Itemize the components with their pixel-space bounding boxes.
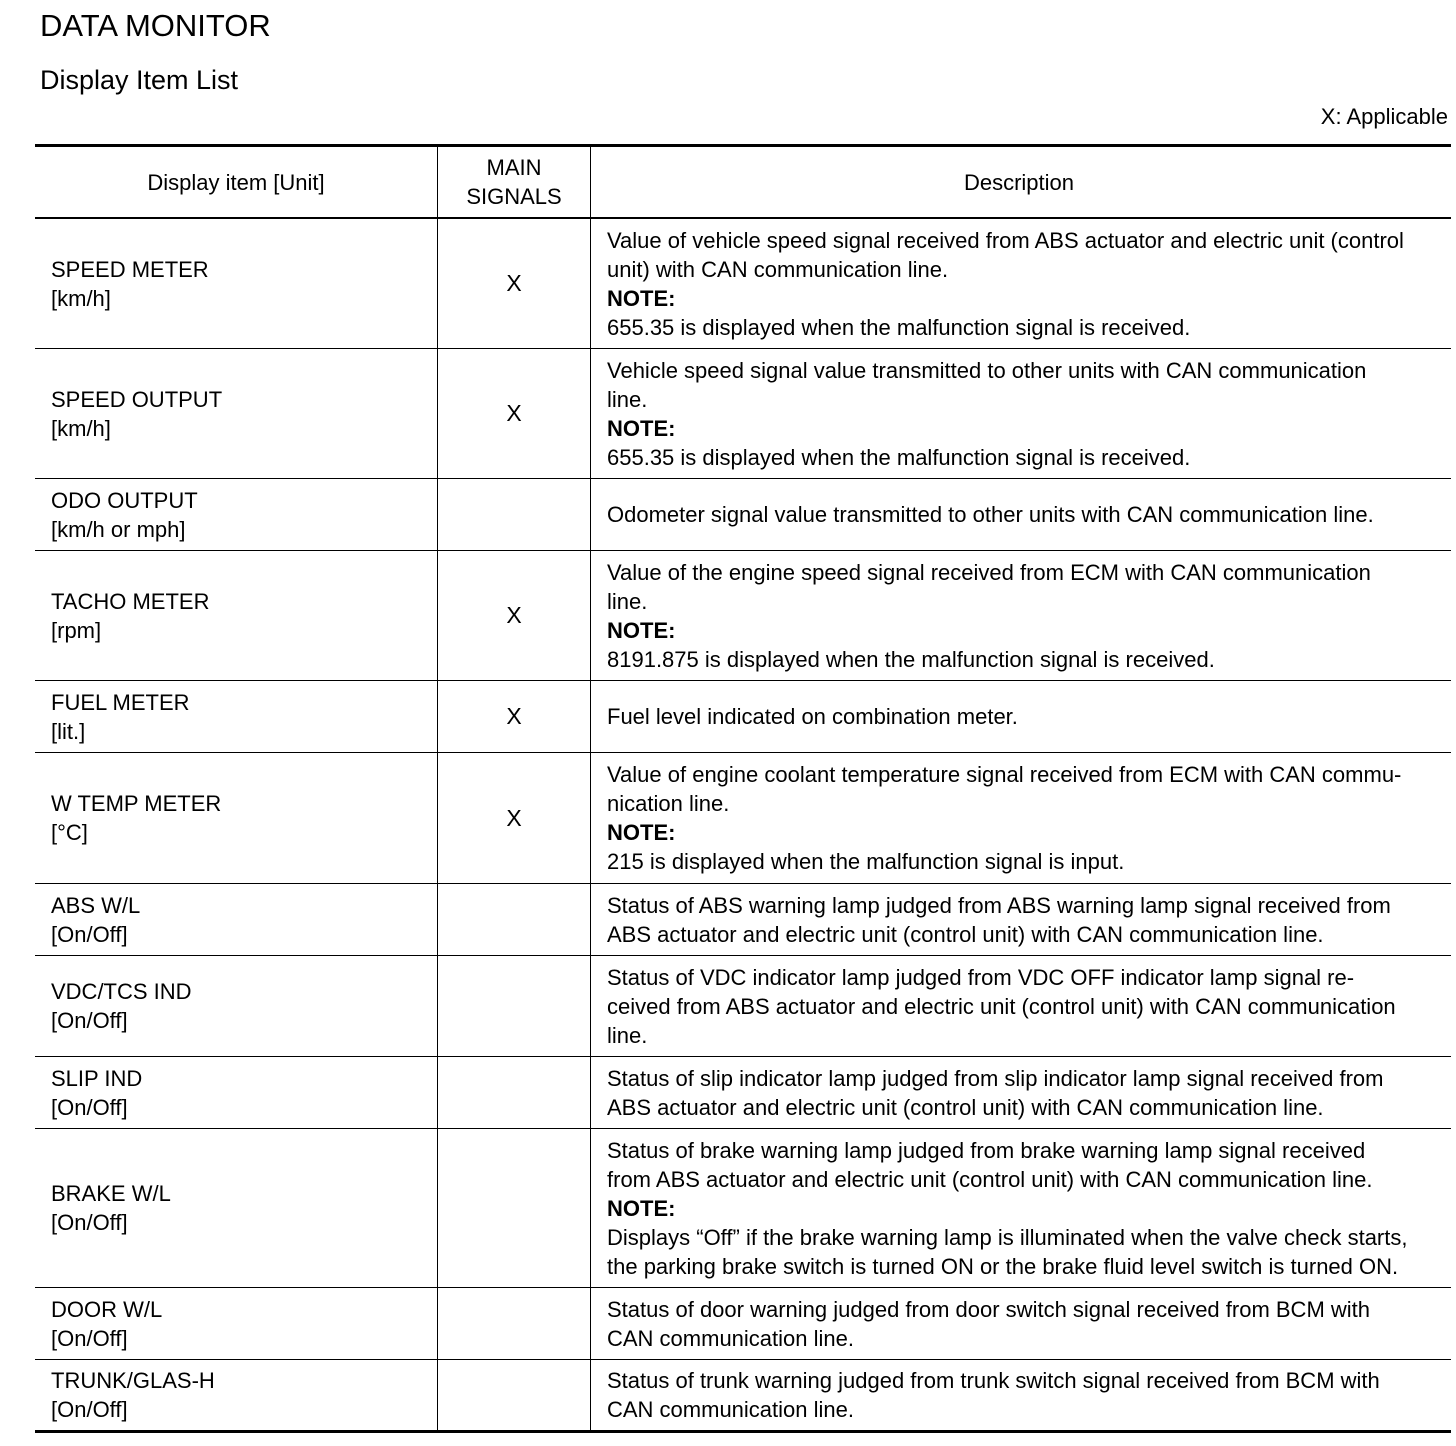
display-item-unit: [On/Off] bbox=[51, 1094, 128, 1120]
description-line: Odometer signal value transmitted to other units with CAN communication line. bbox=[607, 502, 1374, 527]
display-item-name: BRAKE W/L bbox=[51, 1181, 171, 1206]
description-cell bbox=[591, 884, 1451, 955]
description-cell bbox=[591, 681, 1451, 752]
table-row bbox=[35, 479, 1451, 551]
main-signal-cell bbox=[438, 1360, 591, 1430]
main-signal-cell bbox=[438, 1288, 591, 1359]
note-label: NOTE: bbox=[607, 820, 676, 845]
main-signal-cell bbox=[438, 1057, 591, 1128]
description-line: Status of trunk warning judged from trunk switch signal received from BCM with bbox=[607, 1368, 1380, 1393]
header-main-signals bbox=[438, 147, 591, 217]
table-row bbox=[35, 1129, 1451, 1288]
description-cell bbox=[591, 219, 1451, 348]
table-row bbox=[35, 753, 1451, 884]
legend-note: X: Applicable bbox=[1320, 104, 1448, 129]
table-row bbox=[35, 956, 1451, 1057]
note-text: the parking brake switch is turned ON or the brake fluid level switch is turned ON. bbox=[607, 1253, 1399, 1279]
page-title: DATA MONITOR bbox=[40, 8, 271, 43]
table-row bbox=[35, 1360, 1451, 1430]
note-text: 8191.875 is displayed when the malfunction signal is received. bbox=[607, 646, 1215, 672]
description-line: CAN communication line. bbox=[607, 1325, 854, 1351]
main-signal-cell: X bbox=[438, 753, 591, 883]
description-line: ceived from ABS actuator and electric unit (control unit) with CAN communication bbox=[607, 993, 1396, 1019]
main-signal-cell bbox=[438, 956, 591, 1056]
display-item-unit: [km/h] bbox=[51, 415, 111, 441]
header-description: Description bbox=[963, 169, 1075, 195]
display-item-unit: [km/h or mph] bbox=[51, 516, 186, 542]
display-item-name: ODO OUTPUT bbox=[51, 487, 198, 513]
table-header bbox=[35, 147, 1451, 219]
description-line: line. bbox=[607, 386, 648, 412]
table-row bbox=[35, 884, 1451, 956]
description-line: line. bbox=[607, 1022, 648, 1048]
main-signal-cell: X bbox=[438, 219, 591, 348]
display-item-cell bbox=[35, 551, 438, 680]
description-line: ABS actuator and electric unit (control unit) with CAN communication line. bbox=[607, 1094, 1324, 1120]
table-row bbox=[35, 681, 1451, 753]
table-row bbox=[35, 349, 1451, 479]
display-item-cell bbox=[35, 1129, 438, 1287]
display-item-name: FUEL METER bbox=[51, 689, 190, 715]
description-cell bbox=[591, 349, 1451, 478]
description-line: nication line. bbox=[607, 791, 730, 816]
description-cell bbox=[591, 956, 1451, 1056]
display-item-cell bbox=[35, 219, 438, 348]
display-item-cell bbox=[35, 884, 438, 955]
table-row bbox=[35, 1288, 1451, 1360]
main-signal-cell: X bbox=[438, 551, 591, 680]
table-row bbox=[35, 1057, 1451, 1129]
note-label: NOTE: bbox=[607, 1195, 676, 1221]
description-cell bbox=[591, 551, 1451, 680]
display-item-name: DOOR W/L bbox=[51, 1296, 163, 1322]
display-item-cell bbox=[35, 956, 438, 1056]
header-display-item: Display item [Unit] bbox=[35, 147, 438, 217]
main-signal-cell: X bbox=[438, 349, 591, 478]
description-line: Status of VDC indicator lamp judged from VDC OFF indicator lamp signal re- bbox=[607, 964, 1355, 990]
description-cell bbox=[591, 1057, 1451, 1128]
display-item-name: ABS W/L bbox=[51, 892, 141, 918]
table-row bbox=[35, 219, 1451, 349]
note-text: 215 is displayed when the malfunction signal is input. bbox=[607, 849, 1125, 874]
display-item-unit: [rpm] bbox=[51, 617, 102, 643]
main-signal-cell bbox=[438, 479, 591, 550]
note-label: NOTE: bbox=[607, 285, 676, 311]
display-item-unit: [lit.] bbox=[51, 718, 86, 744]
main-signal-cell bbox=[438, 884, 591, 955]
note-label: NOTE: bbox=[607, 415, 676, 441]
description-line: ABS actuator and electric unit (control unit) with CAN communication line. bbox=[607, 921, 1324, 947]
description-line: Status of ABS warning lamp judged from ABS warning lamp signal received from bbox=[607, 892, 1391, 918]
description-line: Vehicle speed signal value transmitted to other units with CAN communication bbox=[607, 357, 1367, 383]
description-cell bbox=[591, 1360, 1451, 1430]
note-label: NOTE: bbox=[607, 617, 676, 643]
description-cell bbox=[591, 479, 1451, 550]
note-text: 655.35 is displayed when the malfunction signal is received. bbox=[607, 444, 1191, 470]
display-item-unit: [On/Off] bbox=[51, 1397, 128, 1422]
description-line: unit) with CAN communication line. bbox=[607, 256, 949, 282]
description-line: CAN communication line. bbox=[607, 1397, 854, 1422]
display-item-cell bbox=[35, 753, 438, 883]
main-signal-cell bbox=[438, 1129, 591, 1287]
description-line: from ABS actuator and electric unit (control unit) with CAN communication line. bbox=[607, 1166, 1373, 1192]
display-item-name: SLIP IND bbox=[51, 1065, 143, 1091]
display-item-name: TRUNK/GLAS-H bbox=[51, 1368, 215, 1393]
description-line: Status of door warning judged from door switch signal received from BCM with bbox=[607, 1296, 1371, 1322]
header-main-line1: MAIN bbox=[486, 155, 542, 180]
display-item-table bbox=[35, 144, 1451, 1433]
display-item-cell bbox=[35, 1057, 438, 1128]
note-text: Displays “Off” if the brake warning lamp is illuminated when the valve check starts, bbox=[607, 1224, 1408, 1250]
display-item-cell bbox=[35, 479, 438, 550]
display-item-cell bbox=[35, 1288, 438, 1359]
note-text: 655.35 is displayed when the malfunction signal is received. bbox=[607, 314, 1191, 340]
description-line: Status of brake warning lamp judged from brake warning lamp signal received bbox=[607, 1137, 1366, 1163]
display-item-name: W TEMP METER bbox=[51, 791, 222, 816]
table-body bbox=[35, 219, 1451, 1430]
display-item-cell bbox=[35, 1360, 438, 1430]
description-cell bbox=[591, 1129, 1451, 1287]
description-line: Fuel level indicated on combination meter. bbox=[607, 704, 1018, 729]
table-row bbox=[35, 551, 1451, 681]
description-line: Status of slip indicator lamp judged from slip indicator lamp signal received from bbox=[607, 1065, 1384, 1091]
display-item-unit: [On/Off] bbox=[51, 1325, 128, 1351]
display-item-unit: [°C] bbox=[51, 820, 88, 845]
display-item-cell bbox=[35, 349, 438, 478]
display-item-unit: [km/h] bbox=[51, 285, 111, 311]
description-cell bbox=[591, 753, 1451, 883]
display-item-unit: [On/Off] bbox=[51, 921, 128, 947]
display-item-cell bbox=[35, 681, 438, 752]
page-subtitle: Display Item List bbox=[40, 65, 239, 95]
description-line: Value of the engine speed signal received from ECM with CAN communication bbox=[607, 559, 1371, 585]
display-item-name: VDC/TCS IND bbox=[51, 979, 192, 1004]
description-line: Value of vehicle speed signal received from ABS actuator and electric unit (control bbox=[607, 227, 1404, 253]
display-item-name: SPEED OUTPUT bbox=[51, 386, 223, 412]
main-signal-cell: X bbox=[438, 681, 591, 752]
display-item-name: TACHO METER bbox=[51, 588, 210, 614]
display-item-unit: [On/Off] bbox=[51, 1008, 128, 1033]
display-item-unit: [On/Off] bbox=[51, 1210, 128, 1235]
description-line: line. bbox=[607, 588, 648, 614]
description-line: Value of engine coolant temperature signal received from ECM with CAN commu- bbox=[607, 762, 1402, 787]
display-item-name: SPEED METER bbox=[51, 256, 209, 282]
description-cell bbox=[591, 1288, 1451, 1359]
header-main-line2: SIGNALS bbox=[466, 184, 562, 209]
